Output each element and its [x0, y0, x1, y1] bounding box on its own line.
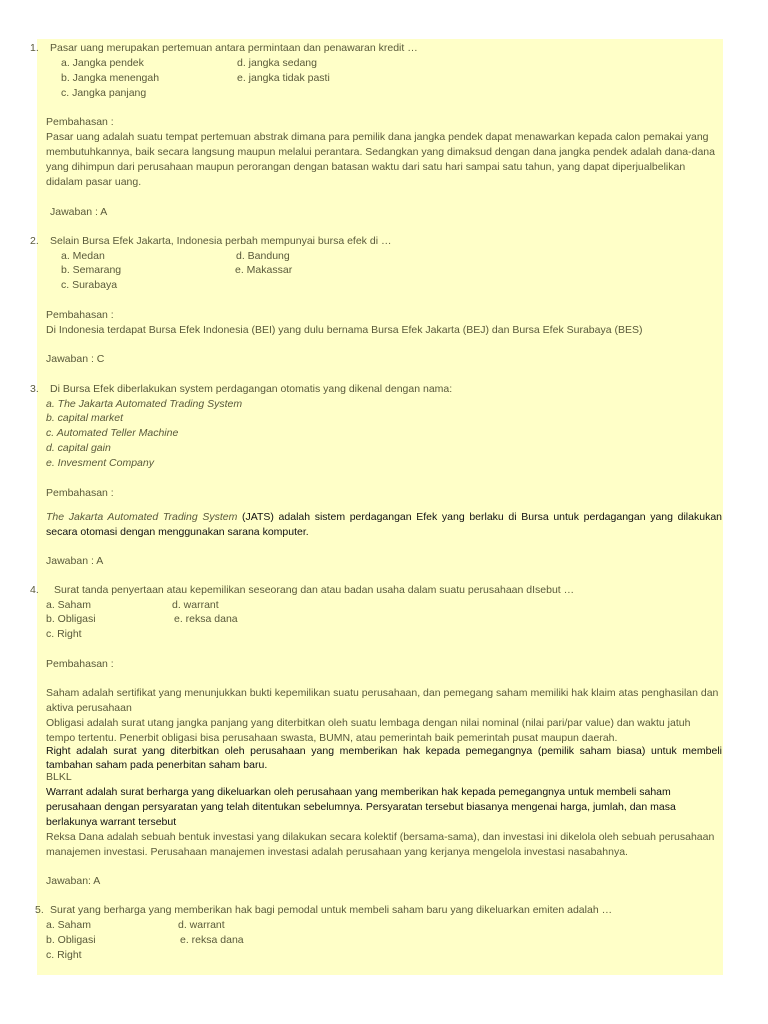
q3-option-a: a. The Jakarta Automated Trading System: [46, 398, 243, 410]
q3-question: Di Bursa Efek diberlakukan system perdagangan otomatis yang dikenal dengan nama:: [50, 383, 453, 395]
q3-option-b: b. capital market: [46, 412, 124, 424]
q2-question: Selain Bursa Efek Jakarta, Indonesia perbah mempunyai bursa efek di …: [50, 235, 392, 247]
q4-jawaban: Jawaban: A: [46, 875, 101, 887]
q4-pembahasan-label: Pembahasan :: [46, 658, 114, 670]
q4-option-a: a. Saham: [46, 599, 91, 611]
jats-definition: (JATS) adalah sistem perdagangan Efek yang berlaku di Bursa untuk perdagangan yang dilakukan secara otomasi dengan menggunakan sarana komputer.: [46, 511, 722, 538]
q4-option-e: e. reksa dana: [174, 613, 238, 625]
jats-term: The Jakarta Automated Trading System: [46, 511, 238, 523]
warrant-definition: Warrant adalah surat berharga yang dikeluarkan oleh perusahaan yang memberikan hak kepada pemegangnya untuk membeli saham perusahaan dengan persyaratan yang telah ditentukan sebelumnya. Persyaratan tersebut biasanya mengenai harga, jumlah, dan masa berlakunya warrant tersebut: [46, 786, 676, 828]
q2-pembahasan-text: Di Indonesia terdapat Bursa Efek Indonesia (BEI) yang dulu bernama Bursa Efek Jakarta (BEJ) dan Bursa Efek Surabaya (BES): [46, 324, 643, 336]
q3-option-c: c. Automated Teller Machine: [46, 427, 179, 439]
q1-option-d: d. jangka sedang: [237, 57, 317, 69]
q3-jawaban: Jawaban : A: [46, 555, 104, 567]
right-definition: Right adalah surat yang diterbitkan oleh perusahaan yang memberikan hak kepada pemegangnya (pemilik saham biasa) untuk membeli tambahan saham pada penerbitan saham baru.: [46, 745, 722, 771]
q2-pembahasan-label: Pembahasan :: [46, 309, 114, 321]
q1-option-c: c. Jangka panjang: [61, 87, 147, 99]
q1-pembahasan-text: Pasar uang adalah suatu tempat pertemuan abstrak dimana para pemilik dana jangka pendek dapat menawarkan kepada calon pemakai yang membutuhkannya, baik secara langsung maupun melalui perantara. Sedangkan yang dimaksud dengan dana jangka pendek adalah dana-dana yang dihimpun dari perusahaan maupun perorangan dengan batasan waktu dari satu hari sampai satu tahun, yang dapat diperjualbelikan didalam pasar uang.: [46, 131, 715, 188]
q5-number: 5.: [35, 904, 44, 916]
q3-option-e: e. Invesment Company: [46, 457, 154, 469]
q2-option-c: c. Surabaya: [61, 279, 118, 291]
q2-option-e: e. Makassar: [235, 264, 293, 276]
q3-option-d: d. capital gain: [46, 442, 111, 454]
q4-option-d: d. warrant: [172, 599, 219, 611]
saham-definition: Saham adalah sertifikat yang menunjukkan bukti kepemilikan suatu perusahaan, dan pemegang saham memiliki hak klaim atas penghasilan dan aktiva perusahaan: [46, 687, 719, 714]
q1-number: 1.: [30, 42, 39, 54]
q4-number: 4.: [30, 584, 39, 596]
q1-jawaban: Jawaban : A: [50, 206, 108, 218]
q2-option-d: d. Bandung: [236, 250, 290, 262]
blkl-text: BLKL: [46, 771, 72, 783]
reksa-dana-definition: Reksa Dana adalah sebuah bentuk investasi yang dilakukan secara kolektif (bersama-sama), dan investasi ini dikelola oleh sebuah perusahaan manajemen investasi. Perusahaan manajemen investasi adalah perusahaan yang kerjanya mengelola investasi nasabahnya.: [46, 831, 715, 858]
q1-option-e: e. jangka tidak pasti: [237, 72, 330, 84]
q5-option-a: a. Saham: [46, 919, 91, 931]
q5-option-c: c. Right: [46, 949, 82, 961]
obligasi-definition: Obligasi adalah surat utang jangka panjang yang diterbitkan oleh suatu lembaga dengan nilai nominal (nilai pari/par value) dan waktu jatuh tempo tertentu. Penerbit obligasi bisa perusahaan swasta, BUMN, atau pemerintah baik pemerintah pusat maupun daerah.: [46, 717, 691, 744]
q5-question: Surat yang berharga yang memberikan hak bagi pemodal untuk membeli saham baru yang dikeluarkan emiten adalah …: [50, 904, 613, 916]
q4-question: Surat tanda penyertaan atau kepemilikan seseorang dan atau badan usaha dalam suatu perusahaan dIsebut …: [54, 584, 575, 596]
q3-pembahasan-text: [46, 510, 722, 540]
q2-number: 2.: [30, 235, 39, 247]
q1-pembahasan-label: Pembahasan :: [46, 116, 114, 128]
q3-number: 3.: [30, 383, 39, 395]
q4-option-c: c. Right: [46, 628, 82, 640]
q2-option-b: b. Semarang: [61, 264, 122, 276]
q5-option-d: d. warrant: [178, 919, 225, 931]
q1-option-a: a. Jangka pendek: [61, 57, 144, 69]
q1-option-b: b. Jangka menengah: [61, 72, 160, 84]
q3-pembahasan-label: Pembahasan :: [46, 487, 114, 499]
q4-option-b: b. Obligasi: [46, 613, 96, 625]
q2-option-a: a. Medan: [61, 250, 105, 262]
q5-option-b: b. Obligasi: [46, 934, 96, 946]
q2-jawaban: Jawaban : C: [46, 353, 105, 365]
q5-option-e: e. reksa dana: [180, 934, 244, 946]
q1-question: Pasar uang merupakan pertemuan antara permintaan dan penawaran kredit …: [50, 42, 418, 54]
